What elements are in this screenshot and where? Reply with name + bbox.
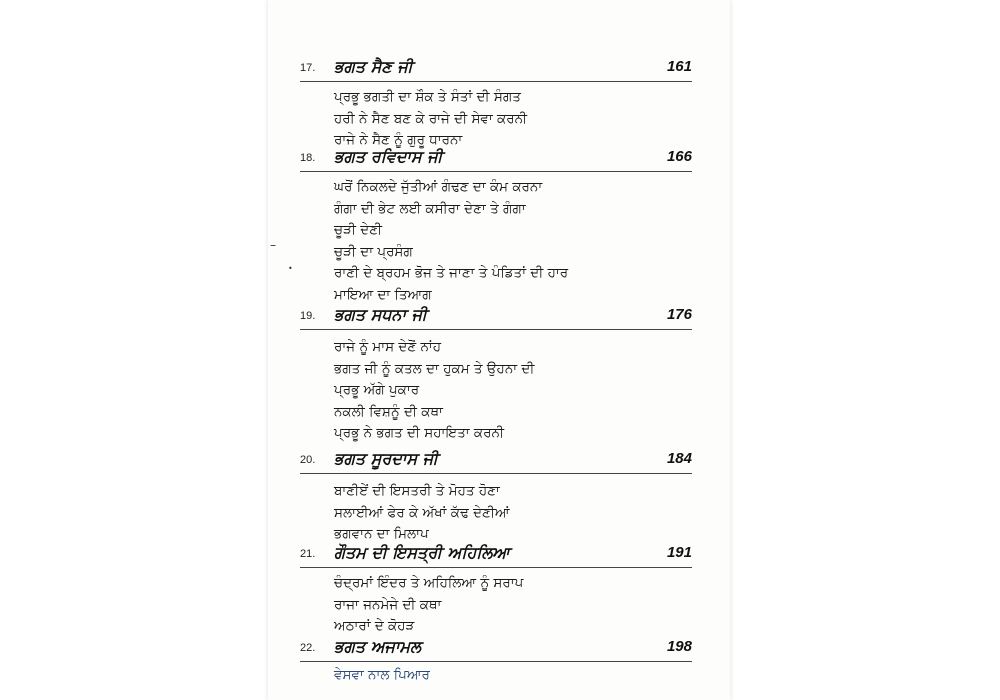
toc-chapter-21: [300, 543, 700, 638]
chapter-page-number: 166: [666, 148, 692, 165]
subtopic-item: ਸਲਾਈਆਂ ਫੇਰ ਕੇ ਅੱਖਾਂ ਕੱਢ ਦੇਣੀਆਂ: [334, 504, 510, 521]
subtopic-item: ਚੰਦ੍ਰਮਾਂ ਇੰਦਰ ਤੇ ਅਹਿਲਿਆ ਨੂੰ ਸਰਾਪ: [334, 575, 524, 591]
chapter-number: 17.: [300, 62, 316, 74]
chapter-underline: [300, 171, 692, 172]
chapter-underline: [300, 329, 692, 330]
toc-chapter-17: [300, 57, 700, 152]
chapter-page-number: 191: [666, 544, 692, 561]
chapter-heading: [300, 637, 700, 663]
chapter-heading: [300, 305, 700, 331]
toc-chapter-19: [300, 305, 700, 445]
subtopic-item: ਰਾਣੀ ਦੇ ਬ੍ਰਹਮ ਭੋਜ ਤੇ ਜਾਣਾ ਤੇ ਪੰਡਿਤਾਂ ਦੀ ਹਾਰ: [334, 265, 569, 281]
chapter-number: 18.: [300, 152, 316, 164]
chapter-number: 20.: [300, 454, 316, 466]
subtopic-item: ਰਾਜੇ ਨੂੰ ਮਾਸ ਦੇਣੋਂ ਨਾਂਹ: [334, 339, 441, 355]
chapter-page-number: 184: [666, 450, 692, 467]
margin-mark-dot: •: [288, 264, 293, 273]
subtopic-item: ਘਰੋਂ ਨਿਕਲਦੇ ਜੁੱਤੀਆਂ ਗੰਢਣ ਦਾ ਕੰਮ ਕਰਨਾ: [334, 179, 543, 195]
subtopic-item: ਪ੍ਰਭੂ ਨੇ ਭਗਤ ਦੀ ਸਹਾਇਤਾ ਕਰਨੀ: [334, 425, 505, 441]
chapter-underline: [300, 473, 692, 474]
chapter-heading: [300, 543, 700, 569]
chapter-title: ਭਗਤ ਸੈਣ ਜੀ: [334, 57, 413, 76]
subtopic-item: ਬਾਣੀਏਂ ਦੀ ਇਸਤਰੀ ਤੇ ਮੋਹਤ ਹੋਣਾ: [334, 483, 500, 499]
chapter-number: 19.: [300, 310, 316, 322]
subtopic-item: ਪ੍ਰਭੂ ਅੱਗੇ ਪੁਕਾਰ: [334, 382, 420, 398]
subtopic-item: ਚੂੜੀ ਦੇਣੀ: [334, 222, 383, 238]
chapter-number: 21.: [300, 548, 316, 560]
chapter-heading: [300, 449, 700, 475]
chapter-page-number: 176: [666, 306, 692, 323]
chapter-title: ਗੌਤਮ ਦੀ ਇਸਤ੍ਰੀ ਅਹਿਲਿਆ: [334, 543, 510, 562]
chapter-underline: [300, 81, 692, 82]
subtopic-item: ਭਗਵਾਨ ਦਾ ਮਿਲਾਪ: [334, 526, 429, 542]
subtopic-item: ਹਰੀ ਨੇ ਸੈਣ ਬਣ ਕੇ ਰਾਜੇ ਦੀ ਸੇਵਾ ਕਰਨੀ: [334, 110, 528, 127]
subtopic-list: [300, 337, 700, 445]
chapter-heading: [300, 57, 700, 83]
subtopic-item: ਰਾਜੇ ਨੇ ਸੈਣ ਨੂੰ ਗੁਰੂ ਧਾਰਨਾ: [334, 132, 463, 148]
subtopic-item: ਮਾਇਆ ਦਾ ਤਿਆਗ: [334, 286, 432, 303]
subtopic-list: [300, 177, 700, 306]
chapter-title: ਭਗਤ ਅਜਾਮਲ: [334, 637, 421, 656]
subtopic-item: ਪ੍ਰਭੂ ਭਗਤੀ ਦਾ ਸ਼ੌਕ ਤੇ ਸੰਤਾਂ ਦੀ ਸੰਗਤ: [334, 89, 521, 105]
chapter-title: ਭਗਤ ਰਵਿਦਾਸ ਜੀ: [334, 147, 443, 166]
subtopic-item: ਵੇਸਵਾ ਨਾਲ ਪਿਆਰ: [334, 667, 430, 683]
chapter-page-number: 161: [666, 58, 692, 75]
chapter-number: 22.: [300, 642, 316, 654]
subtopic-list: [300, 573, 700, 638]
subtopic-list: [300, 665, 700, 687]
subtopic-item: ਚੂੜੀ ਦਾ ਪ੍ਰਸੰਗ: [334, 243, 413, 260]
subtopic-list: [300, 481, 700, 546]
toc-chapter-20: [300, 449, 700, 546]
toc-chapter-18: [300, 147, 700, 306]
chapter-title: ਭਗਤ ਸਧਨਾ ਜੀ: [334, 305, 427, 324]
margin-mark-dash: –: [270, 238, 276, 252]
chapter-title: ਭਗਤ ਸੂਰਦਾਸ ਜੀ: [334, 449, 438, 468]
chapter-underline: [300, 567, 692, 568]
subtopic-item: ਭਗਤ ਜੀ ਨੂੰ ਕਤਲ ਦਾ ਹੁਕਮ ਤੇ ਉਹਨਾ ਦੀ: [334, 360, 535, 377]
chapter-underline: [300, 661, 692, 662]
subtopic-item: ਰਾਜਾ ਜਨਮੇਜੇ ਦੀ ਕਥਾ: [334, 596, 442, 613]
subtopic-item: ਅਠਾਰਾਂ ਦੇ ਕੋਹੜ: [334, 618, 415, 634]
subtopic-item: ਗੰਗਾ ਦੀ ਭੇਟ ਲਈ ਕਸੀਰਾ ਦੇਣਾ ਤੇ ਗੰਗਾ: [334, 200, 526, 217]
toc-chapter-22: [300, 637, 700, 687]
chapter-heading: [300, 147, 700, 173]
chapter-page-number: 198: [666, 638, 692, 655]
subtopic-list: [300, 87, 700, 152]
subtopic-item: ਨਕਲੀ ਵਿਸ਼ਨੂੰ ਦੀ ਕਥਾ: [334, 403, 443, 420]
